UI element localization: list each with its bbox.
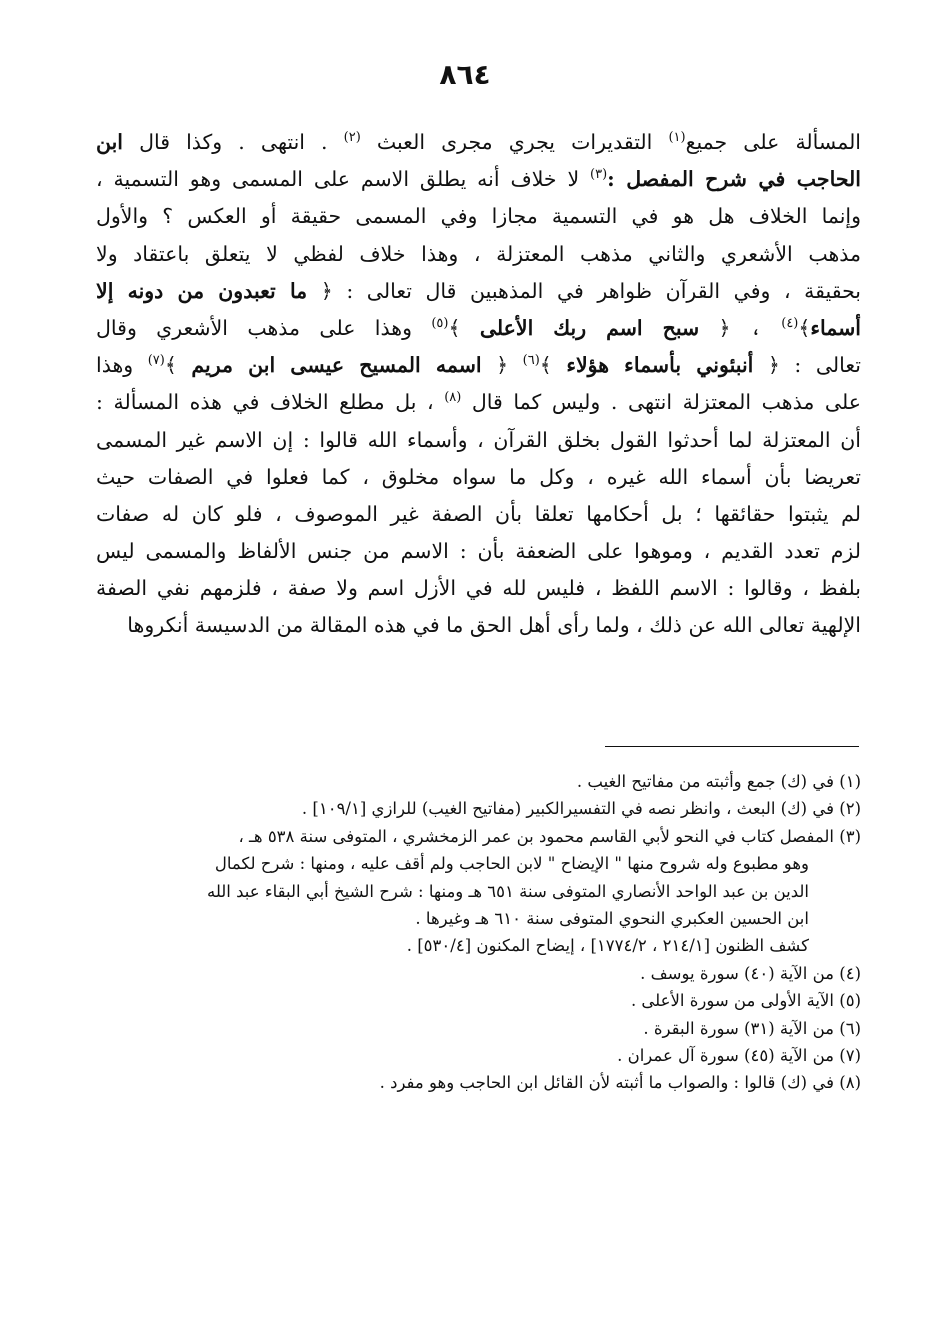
footnote-ref: (٥): [431, 316, 449, 332]
footnote-continuation: كشف الظنون [٢١٤/١ ، ١٧٧٤/٢] ، إيضاح المكنون [٥٣٠/٤] .: [406, 936, 809, 956]
text-segment: بحقيقة ، وفي القرآن ظواهر في المذهبين قال تعالى : ﴿: [307, 278, 861, 303]
text-segment: الإلهية تعالى الله عن ذلك ، ولما رأى أهل الحق ما في هذه المقالة من الدسيسة أنكروها: [127, 613, 861, 638]
text-line: [96, 236, 861, 273]
text-line: [96, 607, 861, 644]
text-segment: بلفظ ، وقالوا : الاسم اللفظ ، فليس لله في الأزل اسم ولا صفة ، فلزمهم نفي الصفة: [96, 576, 861, 601]
text-line: [96, 124, 861, 161]
text-segment: وهذا: [96, 353, 148, 378]
footnote-continuation: الدين بن عبد الواحد الأنصاري المتوفى سنة ٦٥١ هـ ومنها : شرح الشيخ أبي البقاء عبد الله: [206, 881, 809, 901]
text-line: [96, 533, 861, 570]
text-segment: التقديرات يجري مجرى العبث: [360, 130, 669, 154]
footnote-continuation: ابن الحسين العكبري النحوي المتوفى سنة ٦١٠ هـ وغيرها .: [415, 908, 809, 928]
quote-text: ابن: [96, 130, 124, 154]
footnote: (٢) في (ك) البعث ، وانظر نصه في التفسيرالكبير (مفاتيح الغيب) للرازي [١٠٩/١] .: [301, 799, 861, 819]
page-number: ٨٦٤: [439, 58, 491, 91]
footnote-divider: [605, 746, 859, 747]
footnote-ref: (٧): [147, 353, 165, 369]
quote-text: سبح اسم ربك الأعلى: [479, 315, 700, 340]
footnote: (٦) من الآية (٣١) سورة البقرة .: [643, 1018, 861, 1038]
footnote: (٤) من الآية (٤٠) سورة يوسف .: [640, 963, 861, 983]
footnote-continuation: وهو مطبوع وله شروح منها " الإيضاح " لابن الحاجب ولم أقف عليه ، ومنها : شرح لكمال: [214, 854, 809, 874]
text-line: [96, 347, 861, 384]
quote-text: أسماء: [810, 315, 861, 340]
footnote-ref: (٣): [590, 167, 608, 183]
main-text: [96, 124, 861, 645]
text-segment: تعالى : ﴿: [753, 353, 861, 378]
text-line: [96, 384, 861, 421]
quote-text: ما تعبدون من دونه إلا: [96, 278, 308, 303]
text-segment: وهذا على مذهب الأشعري وقال: [96, 315, 432, 340]
text-segment: أن المعتزلة لما أحدثوا القول بخلق القرآن ، وأسماء الله قالوا : إن الاسم غير المسمى: [96, 427, 861, 452]
text-line: [96, 422, 861, 459]
quote-text: اسمه المسيح عيسى ابن مريم: [191, 353, 482, 378]
text-segment: لزم تعدد القديم ، وموهوا على الضعفة بأن : الاسم من جنس الألفاظ والمسمى ليس: [96, 539, 861, 564]
footnote-ref: (٨): [444, 390, 462, 406]
text-line: [96, 459, 861, 496]
text-segment: ، ﴿: [699, 315, 782, 340]
text-line: [96, 496, 861, 533]
footnote-ref: (٢): [343, 130, 361, 146]
text-segment: تعريضا بأن أسماء الله غيره ، وكل ما سواه مخلوق ، كما فعلوا في الصفات حيث: [96, 464, 861, 489]
footnote-ref: (٤): [781, 316, 799, 332]
footnote: (٥) الآية الأولى من سورة الأعلى .: [630, 991, 861, 1011]
text-line: [96, 570, 861, 607]
text-segment: ، بل مطلع الخلاف في هذه المسألة :: [96, 390, 445, 415]
text-segment: ﴾: [164, 353, 192, 378]
text-segment: على مذهب المعتزلة انتهى . وليس كما قال: [461, 390, 861, 415]
text-segment: مذهب الأشعري والثاني مذهب المعتزلة ، وهذا خلاف لفظي لا يتعلق باعتقاد ولا: [96, 241, 861, 266]
text-segment: لم يثبتوا حقائقها ؛ بل أحكامها تعلقا بأن الصفة غير الموصوف ، فلو كان له صفات: [96, 501, 861, 526]
footnote-ref: (١): [668, 130, 686, 146]
footnote: (٧) من الآية (٤٥) سورة آل عمران .: [617, 1045, 861, 1065]
text-line: [96, 310, 861, 347]
footnotes: [96, 768, 861, 1097]
footnote: (١) في (ك) جمع وأثبته من مفاتيح الغيب .: [576, 772, 861, 791]
text-segment: ﴿: [481, 353, 523, 378]
footnote: (٣) المفصل كتاب في النحو لأبي القاسم محمود بن عمر الزمخشري ، المتوفى سنة ٥٣٨ هـ ،: [238, 826, 861, 846]
text-segment: وإنما الخلاف هل هو في التسمية مجازا وفي المسمى حقيقة أو العكس ؟ والأول: [96, 204, 861, 229]
text-segment: ﴾: [448, 315, 480, 340]
quote-text: الحاجب في شرح المفصل :: [607, 167, 861, 192]
text-segment: ﴾: [798, 315, 811, 340]
footnote: (٨) في (ك) قالوا : والصواب ما أثبته لأن القائل ابن الحاجب وهو مفرد .: [379, 1073, 861, 1093]
text-line: [96, 273, 861, 310]
text-segment: ﴾: [539, 353, 567, 378]
text-line: [96, 198, 861, 235]
quote-text: أنبئوني بأسماء هؤلاء: [566, 353, 754, 378]
text-segment: لا خلاف أنه يطلق الاسم على المسمى وهو التسمية ،: [96, 167, 591, 192]
footnote-ref: (٦): [522, 353, 540, 369]
text-line: [96, 161, 861, 198]
text-segment: . انتهى . وكذا قال: [123, 130, 344, 154]
text-segment: المسألة على جميع: [685, 130, 861, 154]
